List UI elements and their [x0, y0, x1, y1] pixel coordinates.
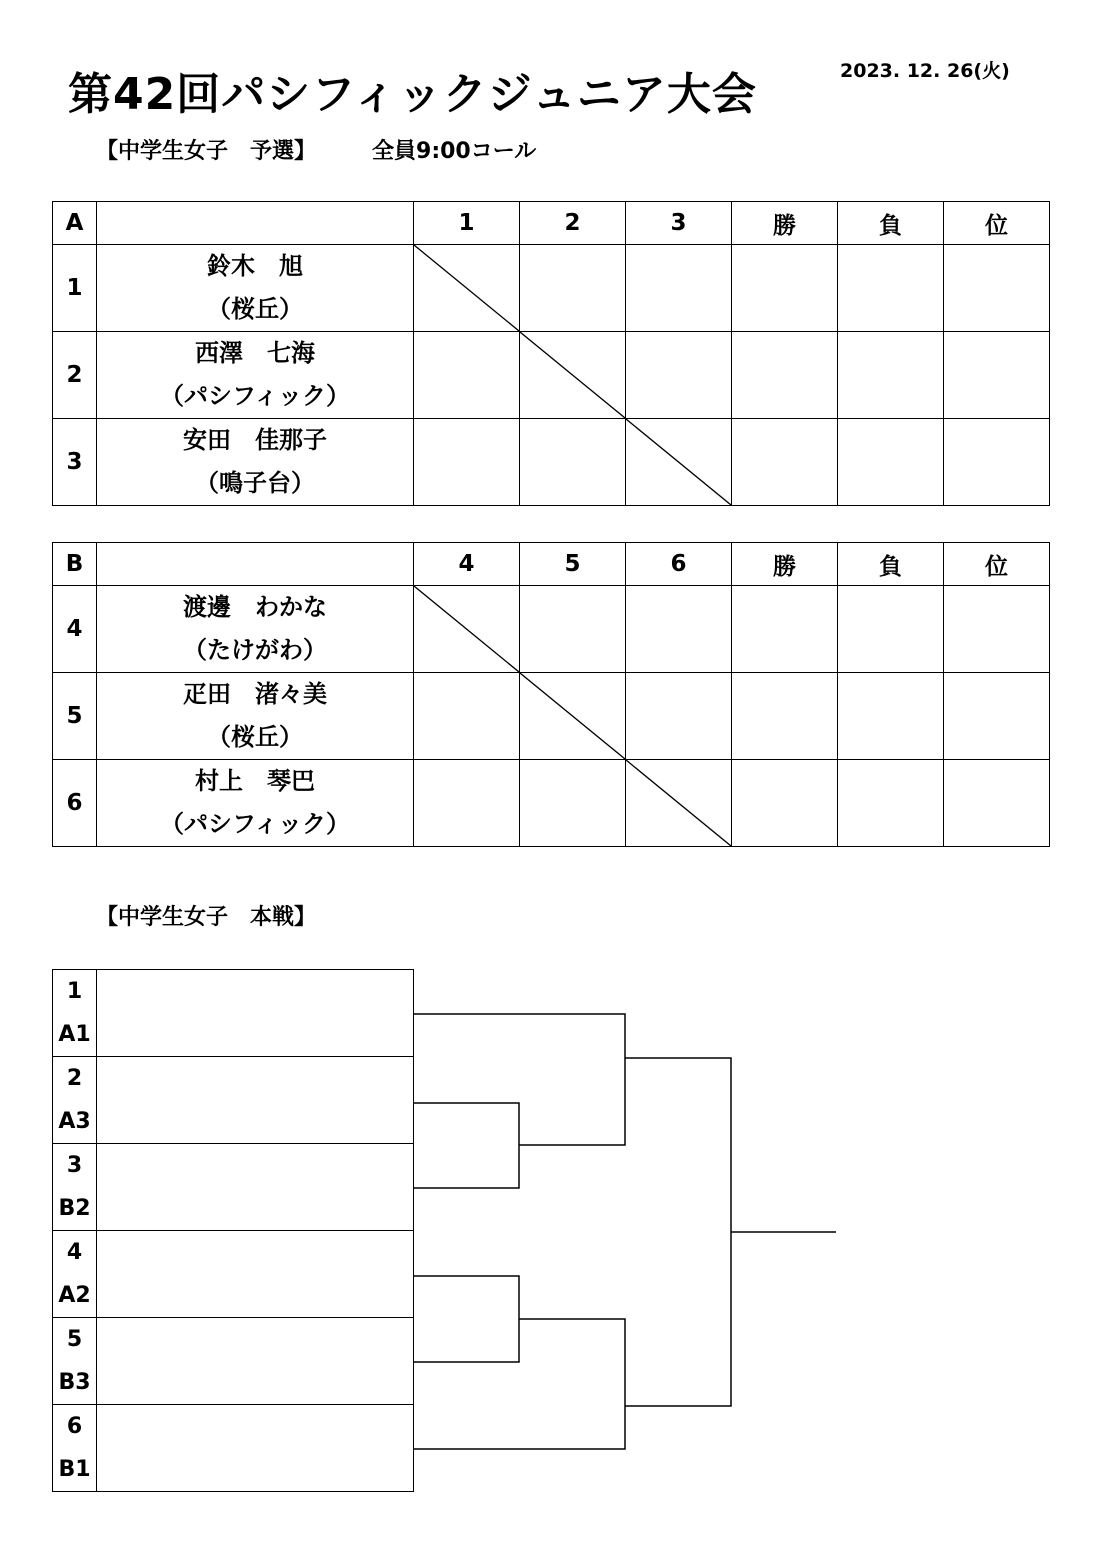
player-club: （たけがわ） — [183, 636, 327, 664]
call-time: 全員9:00コール — [372, 139, 537, 164]
player-name: 村上 琴巴 — [195, 767, 315, 795]
bracket-line-qf-top — [413, 1103, 519, 1188]
player-club: （パシフィック） — [159, 810, 351, 838]
losses-header: 負 — [838, 543, 944, 586]
slot-seed: A2 — [58, 1283, 91, 1308]
player-name: 渡邊 わかな — [183, 593, 327, 621]
wins-header: 勝 — [732, 202, 838, 245]
player-club: （鳴子台） — [195, 469, 315, 497]
bracket-line-qf-bottom — [413, 1276, 519, 1362]
slot-number: 4 — [66, 1240, 83, 1265]
bracket-line-final — [625, 1058, 731, 1406]
event-date: 2023. 12. 26(火) — [840, 60, 1010, 82]
slot-number: 6 — [66, 1414, 83, 1439]
slot-seed: B1 — [58, 1457, 91, 1482]
losses-header: 負 — [838, 202, 944, 245]
slot-number: 3 — [66, 1153, 83, 1178]
group-label: A — [53, 202, 97, 245]
group-label: B — [53, 543, 97, 586]
slot-number: 2 — [66, 1066, 83, 1091]
slot-number: 5 — [66, 1327, 83, 1352]
slot-seed: A3 — [58, 1109, 91, 1134]
main-draw-heading: 【中学生女子 本戦】 — [96, 905, 317, 930]
player-name: 鈴木 旭 — [207, 252, 303, 280]
rank-header: 位 — [944, 202, 1050, 245]
player-club: （パシフィック） — [159, 382, 351, 410]
wins-header: 勝 — [732, 543, 838, 586]
player-number: 5 — [53, 673, 97, 760]
slot-seed: A1 — [58, 1022, 91, 1047]
player-number: 1 — [53, 245, 97, 332]
player-number: 4 — [53, 586, 97, 673]
player-name: 安田 佳那子 — [183, 426, 327, 454]
player-name: 疋田 渚々美 — [183, 680, 327, 708]
page-title: 第42回パシフィックジュニア大会 — [68, 69, 757, 120]
player-club: （桜丘） — [207, 723, 303, 751]
column-header: 4 — [414, 543, 520, 586]
column-header: 1 — [414, 202, 520, 245]
prelim-label: 【中学生女子 予選】 — [96, 139, 317, 164]
player-number: 2 — [53, 332, 97, 419]
player-club: （桜丘） — [207, 295, 303, 323]
rank-header: 位 — [944, 543, 1050, 586]
slot-seed: B3 — [58, 1370, 91, 1395]
column-header: 2 — [520, 202, 626, 245]
player-name: 西澤 七海 — [195, 339, 315, 367]
column-header: 6 — [626, 543, 732, 586]
slot-seed: B2 — [58, 1196, 91, 1221]
column-header: 5 — [520, 543, 626, 586]
player-number: 3 — [53, 419, 97, 506]
column-header: 3 — [626, 202, 732, 245]
player-number: 6 — [53, 760, 97, 847]
slot-number: 1 — [66, 979, 83, 1004]
